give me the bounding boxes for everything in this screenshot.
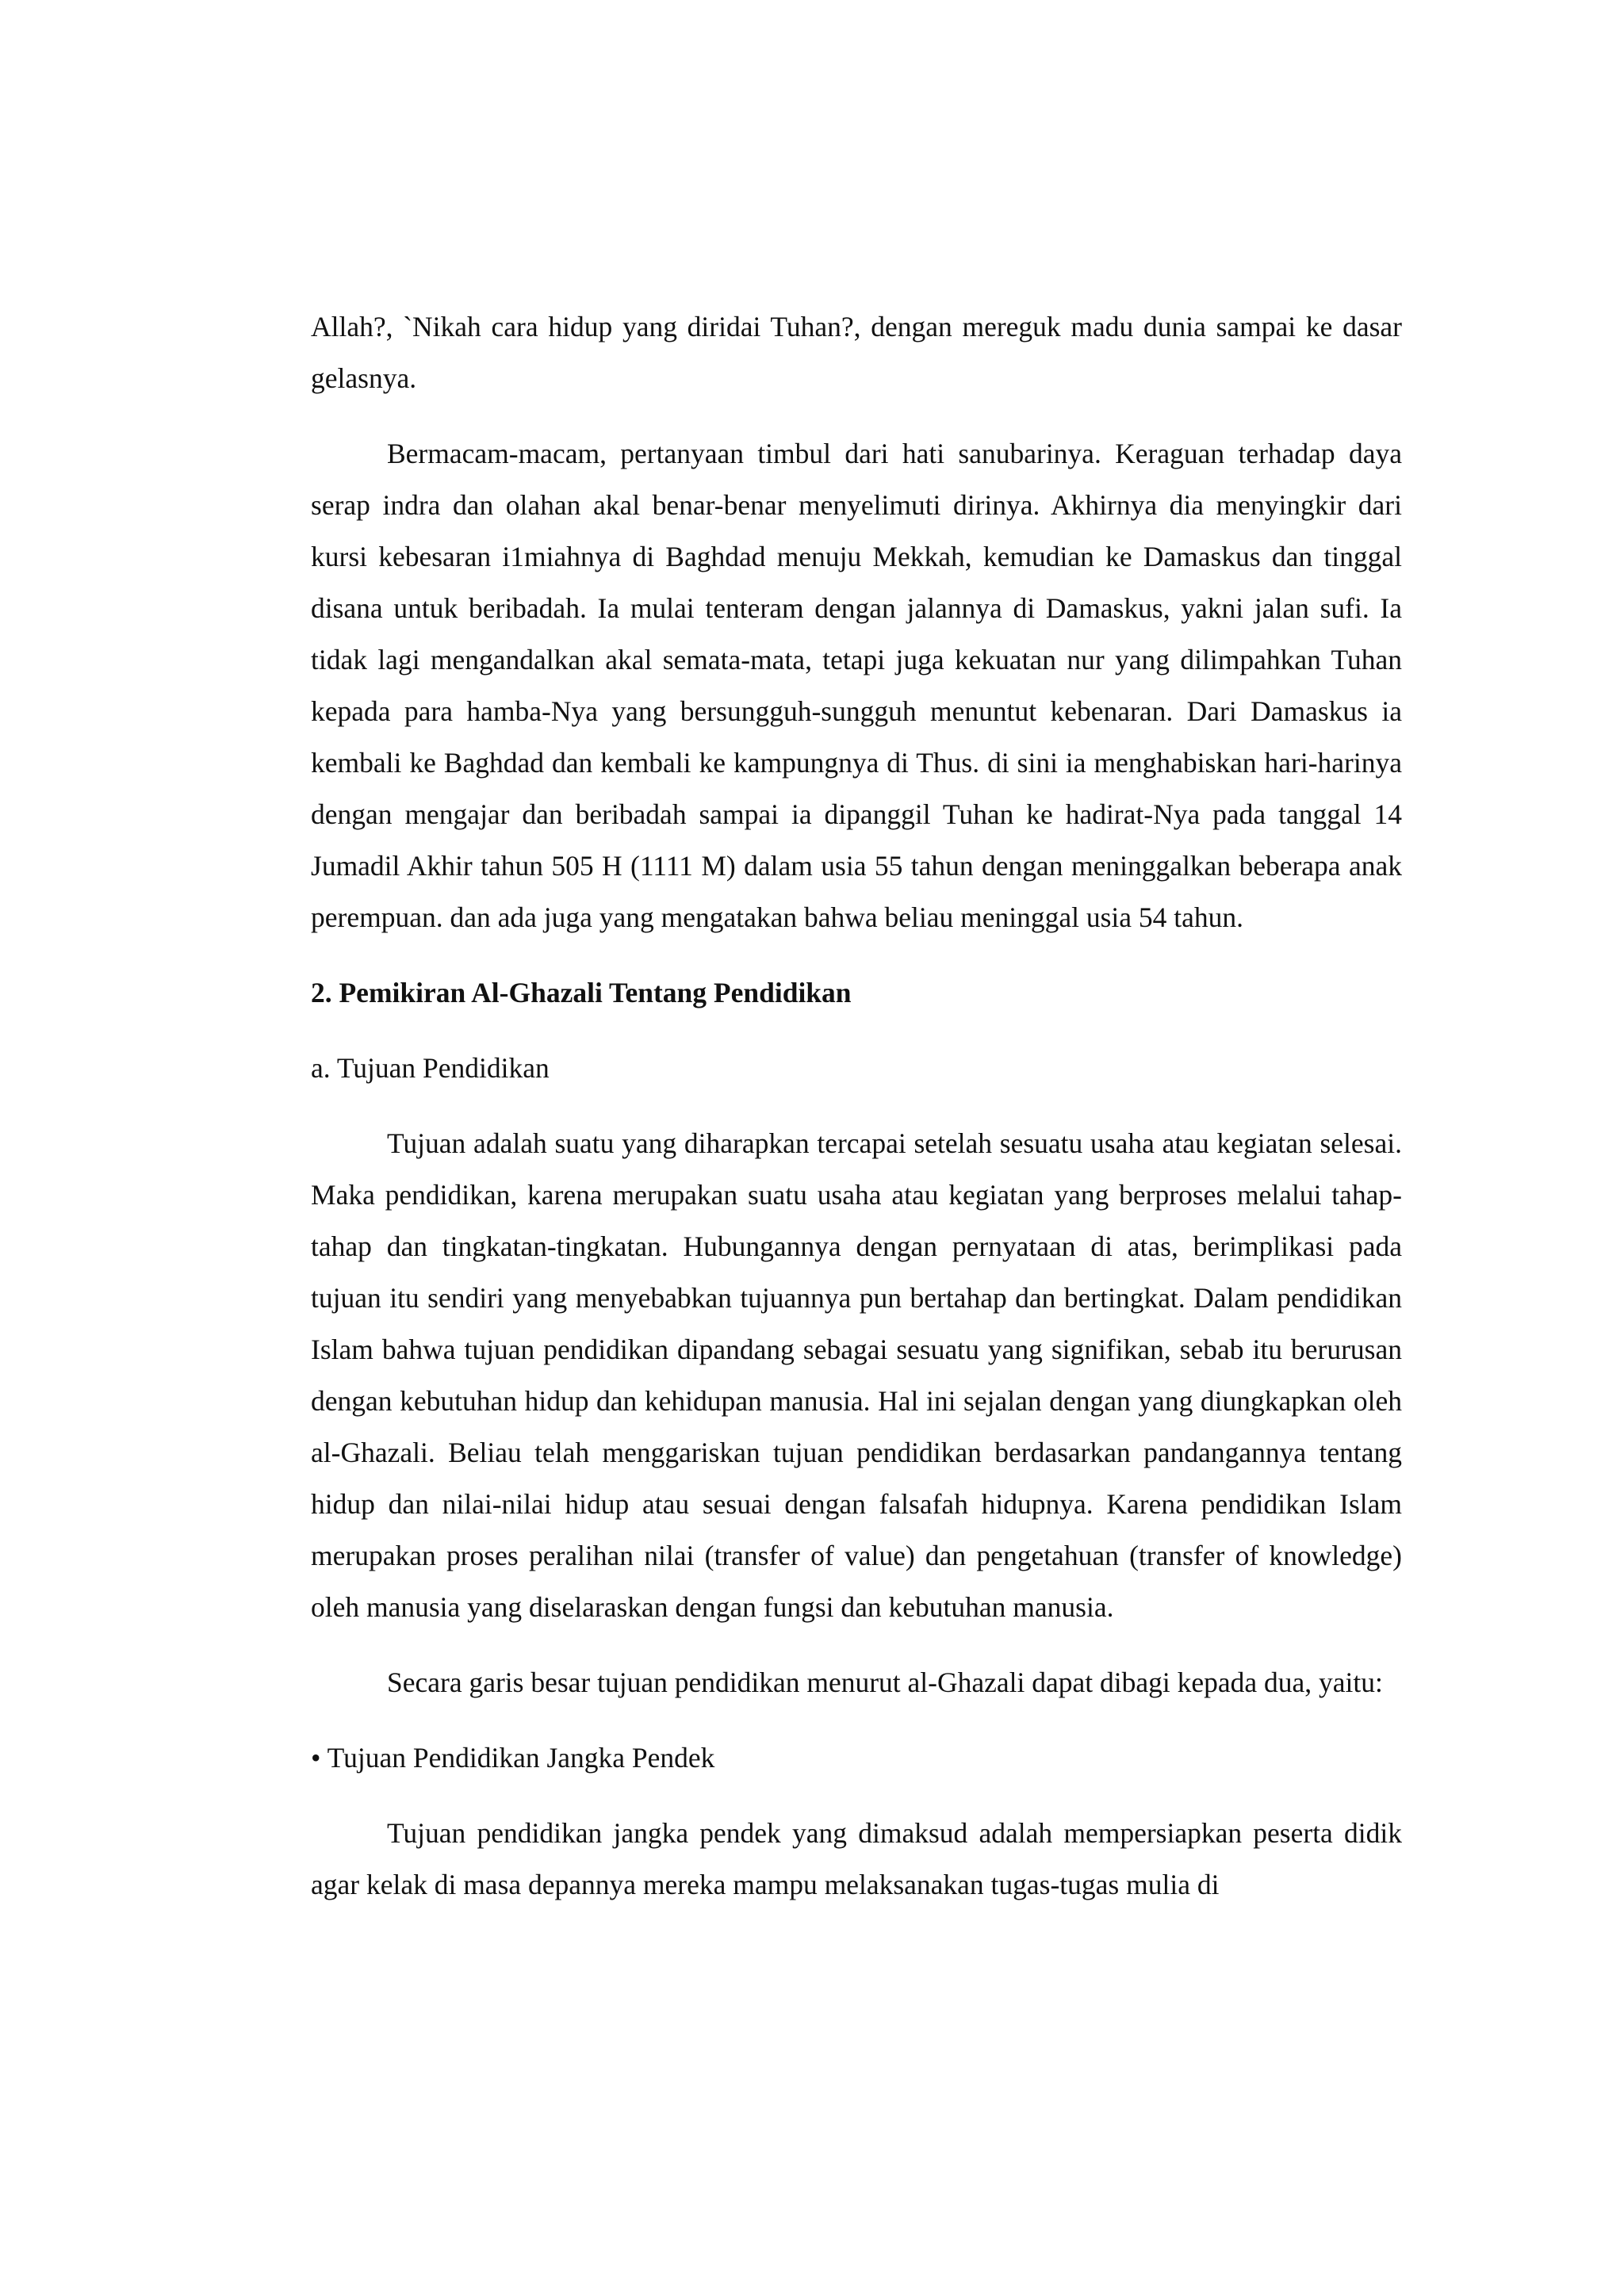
paragraph-biography: Bermacam-macam, pertanyaan timbul dari hati sanubarinya. Keraguan terhadap daya serap indra dan olahan akal benar-benar menyelimuti dirinya. Akhirnya dia menyingkir dari kursi kebesaran i1miahnya di Baghdad menuju Mekkah, kemudian ke Damaskus dan tinggal disana untuk beribadah. Ia mulai tenteram dengan jalannya di Damaskus, yakni jalan sufi. Ia tidak lagi mengandalkan akal semata-mata, tetapi juga kekuatan nur yang dilimpahkan Tuhan kepada para hamba-Nya yang bersungguh-sungguh menuntut kebenaran. Dari Damaskus ia kembali ke Baghdad dan kembali ke kampungnya di Thus. di sini ia menghabiskan hari-harinya dengan mengajar dan beribadah sampai ia dipanggil Tuhan ke hadirat-Nya pada tanggal 14 Jumadil Akhir tahun 505 H (1111 M) dalam usia 55 tahun dengan meninggalkan beberapa anak perempuan. dan ada juga yang mengatakan bahwa beliau meninggal usia 54 tahun. bbox=[311, 438, 1402, 933]
document-page bbox=[311, 301, 1402, 1911]
bullet-item: • Tujuan Pendidikan Jangka Pendek bbox=[311, 1742, 715, 1774]
paragraph-purpose: Tujuan adalah suatu yang diharapkan tercapai setelah sesuatu usaha atau kegiatan selesai. Maka pendidikan, karena merupakan suatu usaha atau kegiatan yang berproses melalui tahap-tahap dan tingkatan-tingkatan. Hubungannya dengan pernyataan di atas, berimplikasi pada tujuan itu sendiri yang menyebabkan tujuannya pun bertahap dan bertingkat. Dalam pendidikan Islam bahwa tujuan pendidikan dipandang sebagai sesuatu yang signifikan, sebab itu berurusan dengan kebutuhan hidup dan kehidupan manusia. Hal ini sejalan dengan yang diungkapkan oleh al-Ghazali. Beliau telah menggariskan tujuan pendidikan berdasarkan pandangannya tentang hidup dan nilai-nilai hidup atau sesuai dengan falsafah hidupnya. Karena pendidikan Islam merupakan proses peralihan nilai (transfer of value) dan pengetahuan (transfer of knowledge) oleh manusia yang diselaraskan dengan fungsi dan kebutuhan manusia. bbox=[311, 1127, 1402, 1623]
paragraph-short-term: Tujuan pendidikan jangka pendek yang dimaksud adalah mempersiapkan peserta didik agar kelak di masa depannya mereka mampu melaksanakan tugas-tugas mulia di bbox=[311, 1817, 1402, 1900]
paragraph-continuation: Allah?, `Nikah cara hidup yang diridai Tuhan?, dengan mereguk madu dunia sampai ke dasar gelasnya. bbox=[311, 311, 1402, 394]
paragraph-division: Secara garis besar tujuan pendidikan menurut al-Ghazali dapat dibagi kepada dua, yaitu: bbox=[387, 1667, 1383, 1698]
subsection-heading: a. Tujuan Pendidikan bbox=[311, 1052, 550, 1084]
section-heading: 2. Pemikiran Al-Ghazali Tentang Pendidikan bbox=[311, 977, 852, 1008]
